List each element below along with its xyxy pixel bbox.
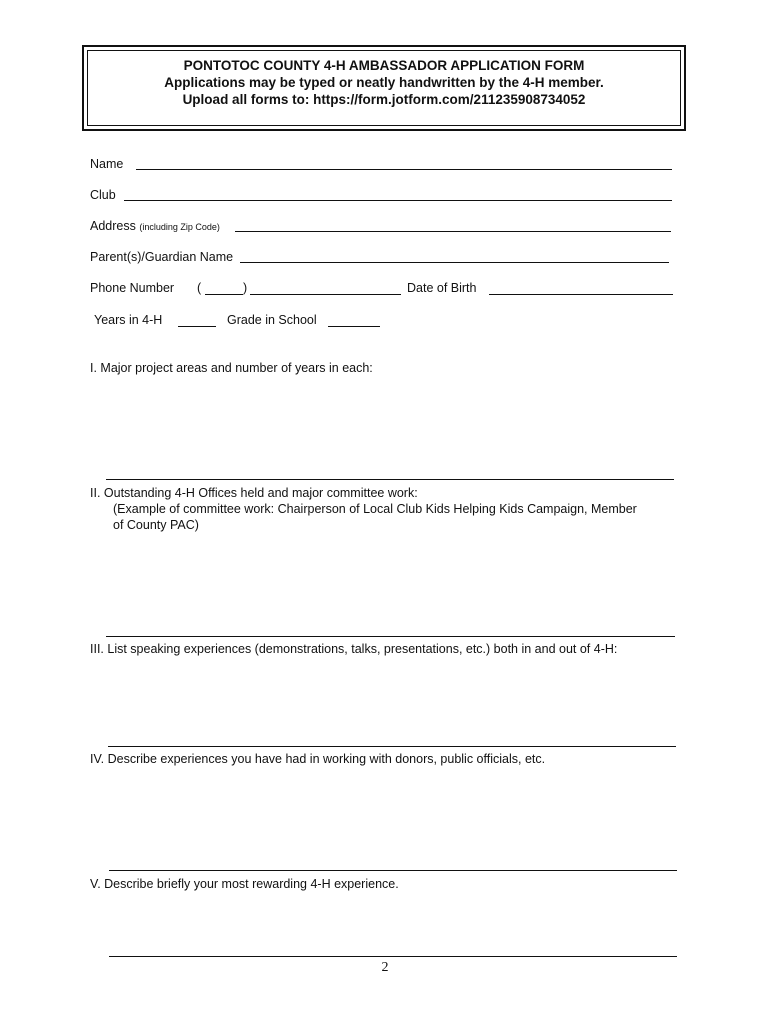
form-header-box <box>82 45 686 131</box>
years-in-4h-field[interactable] <box>178 326 216 327</box>
address-note: (including Zip Code) <box>139 222 220 232</box>
parent-guardian-field[interactable] <box>240 262 669 263</box>
phone-area-code-field[interactable] <box>205 294 243 295</box>
section-3-prompt: III. List speaking experiences (demonstrations, talks, presentations, etc.) both in and out of 4-H: <box>90 642 618 656</box>
phone-area-open: ( <box>197 281 202 295</box>
name-label: Name <box>90 157 124 171</box>
upload-instructions: Upload all forms to: https://form.jotform.com/211235908734052 <box>182 92 586 107</box>
club-field[interactable] <box>124 200 672 201</box>
section-1-prompt: I. Major project areas and number of years in each: <box>90 361 373 375</box>
section-5-answer-line[interactable] <box>109 956 677 957</box>
years-in-4h-label: Years in 4-H <box>94 313 163 327</box>
section-1-answer-line[interactable] <box>106 479 674 480</box>
page-number: 2 <box>381 960 389 975</box>
grade-label: Grade in School <box>227 313 317 327</box>
form-title: PONTOTOC COUNTY 4-H AMBASSADOR APPLICATION FORM <box>183 58 585 73</box>
address-label: Address (including Zip Code) <box>90 219 220 233</box>
name-field[interactable] <box>136 169 672 170</box>
phone-number-field[interactable] <box>250 294 401 295</box>
parent-guardian-label: Parent(s)/Guardian Name <box>90 250 234 264</box>
club-label: Club <box>90 188 116 202</box>
section-2-example: (Example of committee work: Chairperson of Local Club Kids Helping Kids Campaign, Member <box>113 502 637 516</box>
form-header-inner <box>87 50 681 126</box>
section-2-answer-line[interactable] <box>106 636 675 637</box>
section-4-answer-line[interactable] <box>109 870 677 871</box>
section-3-answer-line[interactable] <box>108 746 676 747</box>
section-2-example-cont: of County PAC) <box>113 518 199 532</box>
section-2-prompt: II. Outstanding 4-H Offices held and major committee work: <box>90 486 418 500</box>
grade-field[interactable] <box>328 326 380 327</box>
phone-label: Phone Number <box>90 281 175 295</box>
dob-field[interactable] <box>489 294 673 295</box>
section-5-prompt: V. Describe briefly your most rewarding 4-H experience. <box>90 877 399 891</box>
section-4-prompt: IV. Describe experiences you have had in working with donors, public officials, etc. <box>90 752 546 766</box>
dob-label: Date of Birth <box>407 281 477 295</box>
form-instructions: Applications may be typed or neatly handwritten by the 4-H member. <box>164 75 604 90</box>
phone-area-close: ) <box>243 281 248 295</box>
address-field[interactable] <box>235 231 671 232</box>
